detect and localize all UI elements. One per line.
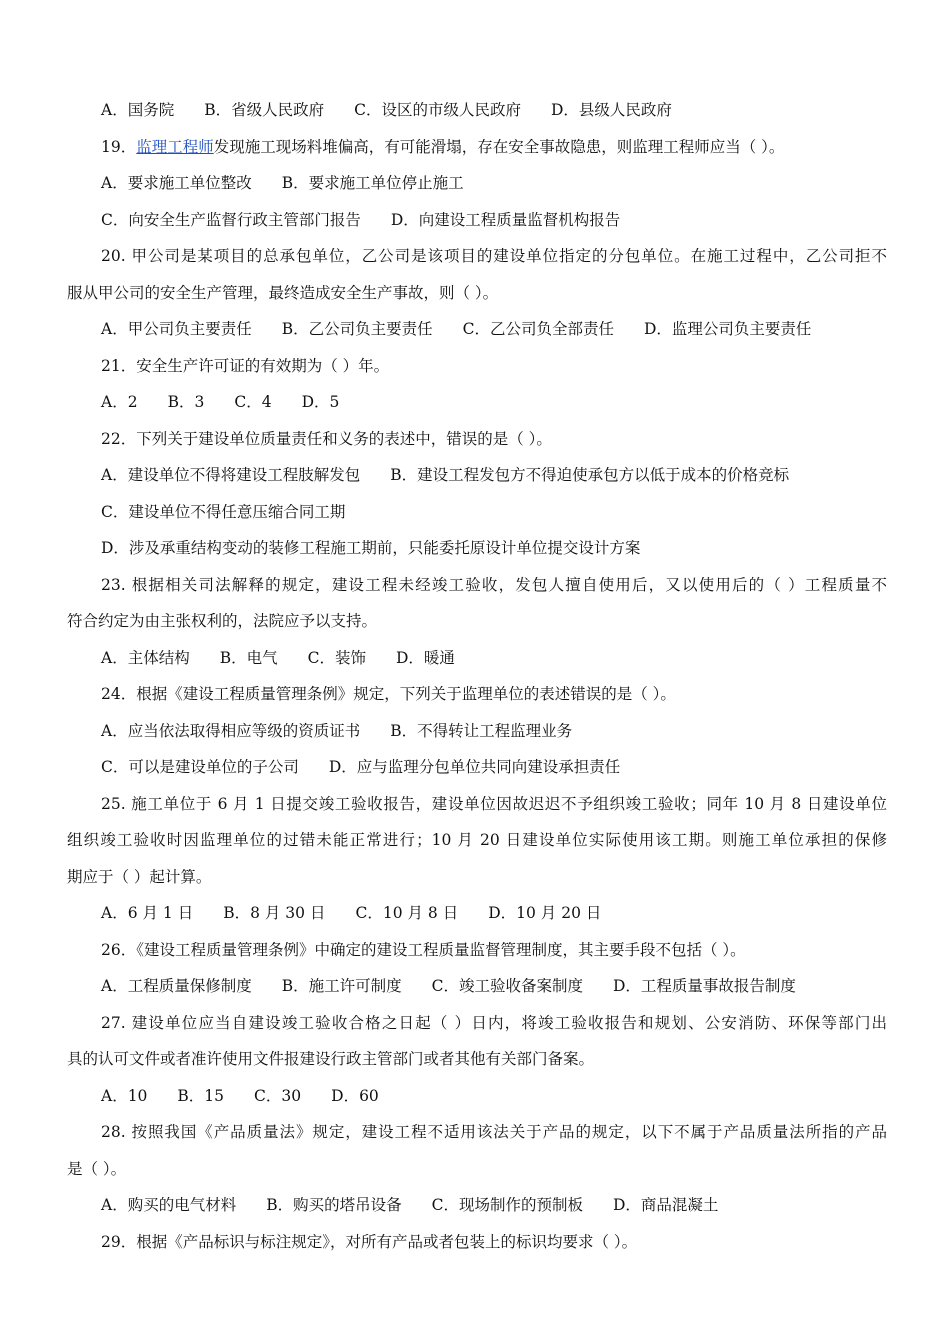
question-stem-continued: 组织竣工验收时因监理单位的过错未能正常进行；10 月 20 日建设单位实际使用该工期。则施工单位承担的保修 [67,831,887,849]
answer-options-row [67,1187,887,1224]
answer-options-row [67,311,887,348]
answer-option: D．暖通 [395,648,455,667]
question-stem-continued: 具的认可文件或者准许使用文件报建设行政主管部门或者其他有关部门备案。 [67,1050,595,1068]
question-stem: 26．《建设工程质量管理条例》中确定的建设工程质量监督管理制度，其主要手段不包括（ ）。 [101,940,746,959]
answer-option: A．应当依法取得相应等级的资质证书 [101,721,361,740]
answer-options-row [67,749,887,786]
answer-option: C．竣工验收备案制度 [431,977,583,995]
supervising-engineer-link[interactable]: 监理工程师 [136,137,214,156]
answer-option: D．5 [301,393,340,411]
question-stem-continued: 是（ ）。 [67,1159,127,1178]
question-stem-continued: 服从甲公司的安全生产管理，最终造成安全生产事故，则（ ）。 [67,283,499,302]
question-stem: 22．下列关于建设单位质量责任和义务的表述中，错误的是（ ）。 [101,429,552,448]
answer-option: C．可以是建设单位的子公司 [101,758,299,776]
answer-options-row [67,92,887,129]
answer-option: B．要求施工单位停止施工 [281,174,464,192]
question-text: 发现施工现场料堆偏高，有可能滑塌，存在安全事故隐患，则监理工程师应当（ ）。 [213,137,785,156]
question-number: 19． [101,137,137,156]
answer-option: D．应与监理分包单位共同向建设承担责任 [328,758,621,776]
answer-option: B．购买的塔吊设备 [266,1196,402,1214]
answer-options-row [67,494,887,531]
answer-option: D．10 月 20 日 [488,904,602,922]
answer-option: A．要求施工单位整改 [101,174,252,192]
question-stem: 28. 按照我国《产品质量法》规定，建设工程不适用该法关于产品的规定，以下不属于产品质量法所指的产品 [101,1123,887,1141]
answer-option: D．监理公司负主要责任 [643,320,812,338]
answer-options-row [67,202,887,239]
answer-option: C．设区的市级人民政府 [354,101,521,119]
answer-option: C．装饰 [307,648,366,667]
question-stem: 21．安全生产许可证的有效期为（ ）年。 [101,356,390,375]
answer-option: B．建设工程发包方不得迫使承包方以低于成本的价格竞标 [390,466,790,484]
answer-option: D．60 [331,1086,379,1105]
answer-options-row [67,530,887,567]
answer-options-row [67,968,887,1005]
answer-option: A．2 [101,393,138,411]
answer-option: A．建设单位不得将建设工程肢解发包 [101,466,361,484]
answer-options-row [67,1078,887,1115]
answer-options-row [67,384,887,421]
answer-option: A．6 月 1 日 [101,904,194,922]
answer-option: B．15 [177,1086,225,1105]
answer-option: A．甲公司负主要责任 [101,320,252,338]
answer-option: B．8 月 30 日 [223,904,326,922]
answer-option: D．向建设工程质量监督机构报告 [390,210,621,229]
answer-option: B．不得转让工程监理业务 [390,721,573,740]
question-stem-continued: 期应于（ ）起计算。 [67,867,212,886]
question-stem: 24．根据《建设工程质量管理条例》规定，下列关于监理单位的表述错误的是（ ）。 [101,685,676,703]
answer-option: C．乙公司负全部责任 [462,320,614,338]
answer-options-row [67,895,887,932]
answer-option: B．电气 [219,648,278,667]
answer-option: A．国务院 [101,101,175,119]
exam-question-list [67,92,887,1260]
answer-options-row [67,457,887,494]
answer-option: A．10 [101,1086,148,1105]
answer-option: C．现场制作的预制板 [431,1196,583,1214]
answer-option: D．工程质量事故报告制度 [612,977,796,995]
answer-option: C．30 [254,1086,302,1105]
question-stem: 25. 施工单位于 6 月 1 日提交竣工验收报告，建设单位因故迟迟不予组织竣工验收；同年 10 月 8 日建设单位 [101,794,887,813]
answer-options-row [67,713,887,750]
answer-option: A．主体结构 [101,648,190,667]
answer-option: B．3 [167,393,205,411]
answer-option: C．4 [234,393,272,411]
answer-option: A．工程质量保修制度 [101,977,252,995]
answer-option: A．购买的电气材料 [101,1196,237,1214]
answer-option: D．县级人民政府 [550,101,672,119]
answer-option: D．商品混凝土 [612,1196,719,1214]
answer-option: B．省级人民政府 [204,101,325,119]
answer-option: C．10 月 8 日 [355,904,459,922]
answer-options-row [67,165,887,202]
answer-option: B．乙公司负主要责任 [281,320,433,338]
answer-option: B．施工许可制度 [281,977,402,995]
question-stem: 29．根据《产品标识与标注规定》，对所有产品或者包装上的标识均要求（ ）。 [101,1232,638,1251]
question-stem-continued: 符合约定为由主张权利的，法院应予以支持。 [67,612,378,630]
answer-option: C．向安全生产监督行政主管部门报告 [101,210,361,229]
answer-option: C．建设单位不得任意压缩合同工期 [101,502,346,521]
answer-option: D．涉及承重结构变动的装修工程施工期前，只能委托原设计单位提交设计方案 [101,539,641,557]
answer-options-row [67,640,887,677]
question-stem: 27. 建设单位应当自建设竣工验收合格之日起（ ）日内，将竣工验收报告和规划、公安消防、环保等部门出 [101,1013,887,1032]
question-stem: 20. 甲公司是某项目的总承包单位，乙公司是该项目的建设单位指定的分包单位。在施工过程中，乙公司拒不 [101,247,887,265]
question-stem: 23. 根据相关司法解释的规定，建设工程未经竣工验收，发包人擅自使用后，又以使用后的（ ）工程质量不 [101,575,887,594]
question-stem [67,129,887,166]
